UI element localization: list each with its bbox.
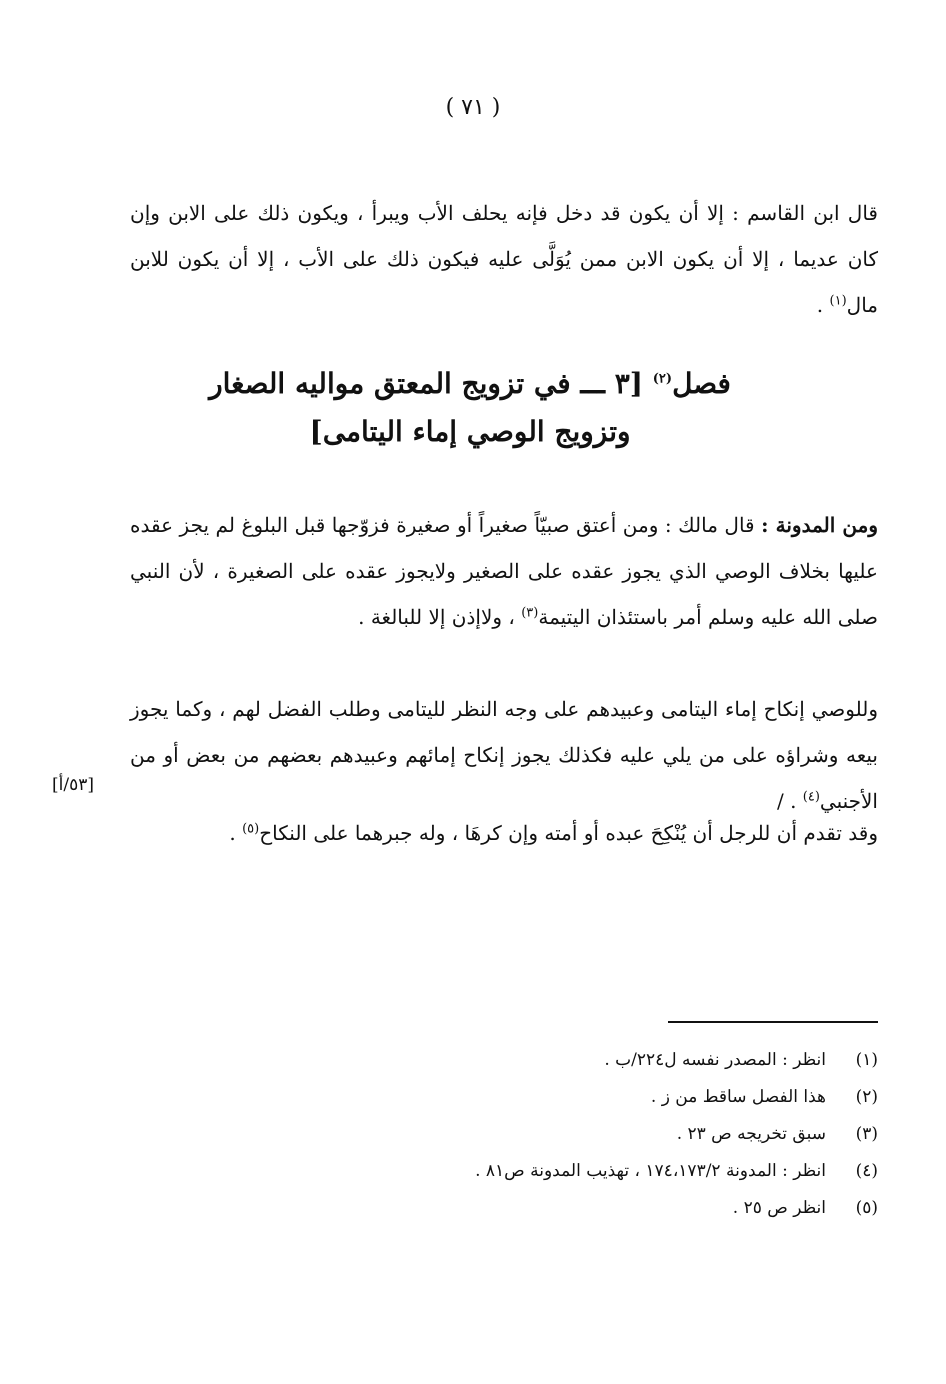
manuscript-folio-marker: [٥٣/أ] <box>52 775 94 795</box>
footnote-text: هذا الفصل ساقط من ز . <box>650 1087 826 1107</box>
paragraph-2-lead: ومن المدونة : <box>761 513 879 537</box>
paragraph-4-text: وقد تقدم أن للرجل أن يُنْكِحَ عبده أو أمته وإن كرهَا ، وله جبرهما على النكاح <box>259 821 878 845</box>
paragraph-1-text: قال ابن القاسم : إلا أن يكون قد دخل فإنه يحلف الأب ويبرأ ، ويكون ذلك على الابن وإن كان عديما ، إلا أن يكون الابن ممن يُوَلَّى عليه فيكون ذلك على الأب ، إلا أن يكون للابن مال <box>130 201 878 317</box>
footnote-text: انظر : المصدر نفسه ل٢٢٤/ب . <box>604 1050 826 1070</box>
footnote-number: (٣) <box>855 1124 878 1144</box>
footnote-ref-5: (٥) <box>242 821 260 837</box>
heading-line-1 <box>180 360 760 408</box>
paragraph-4 <box>130 810 878 856</box>
footnote-divider <box>668 1021 878 1023</box>
paragraph-2-text: قال مالك : ومن أعتق صبيّاً صغيراً أو صغيرة فزوّجها قبل البلوغ لم يجز عقده عليها بخلاف الوصي الذي يجوز عقده على الصغير ولايجوز عقده على الصغيرة ، لأن النبي صلى الله عليه وسلم أمر باستئذان اليتيمة <box>130 513 878 629</box>
footnote-number: (٥) <box>855 1198 878 1218</box>
footnote-ref-1: (١) <box>829 293 847 309</box>
paragraph-3 <box>130 686 878 824</box>
footnote-ref-3: (٣) <box>521 605 539 621</box>
paragraph-4-end: . <box>229 821 243 845</box>
heading-line-2: وتزويج الوصي إماء اليتامى] <box>309 415 631 448</box>
footnote-item <box>300 1116 878 1153</box>
footnote-number: (٤) <box>855 1161 878 1181</box>
paragraph-3-text: وللوصي إنكاح إماء اليتامى وعبيدهم على وجه النظر لليتامى وطلب الفضل لهم ، وكما يجوز بيعه وشراؤه على من يلي عليه فكذلك يجوز إنكاح إمائهم وعبيدهم بعضهم من بعض أو من الأجنبي <box>130 697 878 813</box>
footnote-number: (١) <box>855 1050 878 1070</box>
paragraph-2 <box>130 502 878 640</box>
paragraph-2-end: ، ولاإذن إلا للبالغة . <box>358 605 522 629</box>
footnote-item <box>300 1190 878 1227</box>
footnote-text: انظر : المدونة ١٧٤،١٧٣/٢ ، تهذيب المدونة ص٨١ . <box>475 1161 826 1181</box>
footnote-item <box>300 1153 878 1190</box>
footnote-ref-2: (٢) <box>652 371 673 387</box>
page-number: ( ٧١ ) <box>445 95 501 120</box>
paragraph-3-end: . / <box>776 789 803 813</box>
paragraph-1-end: . <box>816 293 830 317</box>
footnote-text: سبق تخريجه ص ٢٣ . <box>676 1124 826 1144</box>
heading-start: فصل <box>672 367 731 400</box>
footnote-text: انظر ص ٢٥ . <box>732 1198 826 1218</box>
footnote-item <box>300 1042 878 1079</box>
heading-line-1-text: [٣ ـــ في تزويج المعتق مواليه الصغار <box>209 367 653 400</box>
footnote-ref-4: (٤) <box>802 789 820 805</box>
footnote-item <box>300 1079 878 1116</box>
paragraph-1 <box>130 190 878 328</box>
section-heading <box>180 360 760 456</box>
footnote-number: (٢) <box>855 1087 878 1107</box>
footnotes <box>300 1042 878 1227</box>
